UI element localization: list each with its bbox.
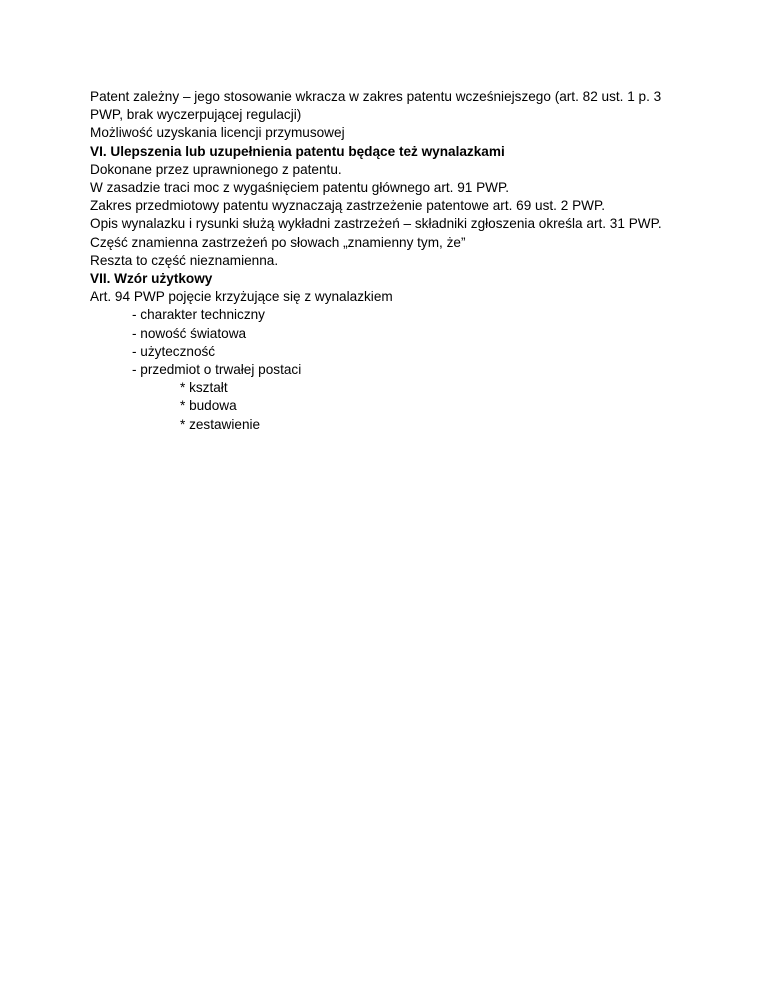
text-line: PWP, brak wyczerpującej regulacji) — [90, 107, 302, 123]
document-body — [90, 88, 690, 434]
list-item: - charakter techniczny — [132, 307, 265, 323]
text-line: Część znamienna zastrzeżeń po słowach „znamienny tym, że” — [90, 234, 466, 250]
sub-list-item: * zestawienie — [180, 416, 261, 432]
section-heading-vii: VII. Wzór użytkowy — [90, 271, 213, 287]
text-line: Możliwość uzyskania licencji przymusowej — [90, 125, 345, 141]
text-line: Dokonane przez uprawnionego z patentu. — [90, 161, 342, 177]
text-line: Zakres przedmiotowy patentu wyznaczają zastrzeżenie patentowe art. 69 ust. 2 PWP. — [90, 198, 606, 214]
list-item: - nowość światowa — [132, 325, 247, 341]
sub-list-item: * kształt — [180, 380, 228, 396]
list-item: - użyteczność — [132, 343, 216, 359]
sub-list-item: * budowa — [180, 398, 237, 414]
text-line: Reszta to część nieznamienna. — [90, 252, 279, 268]
list-item: - przedmiot o trwałej postaci — [132, 362, 302, 378]
section-heading-vi: VI. Ulepszenia lub uzupełnienia patentu będące też wynalazkami — [90, 143, 505, 159]
text-line: Patent zależny – jego stosowanie wkracza w zakres patentu wcześniejszego (art. 82 ust. 1 p. 3 — [90, 89, 662, 104]
text-line: Art. 94 PWP pojęcie krzyżujące się z wynalazkiem — [90, 289, 393, 305]
text-line: Opis wynalazku i rysunki służą wykładni zastrzeżeń – składniki zgłoszenia określa art. 31 PWP. — [90, 216, 662, 232]
text-line: W zasadzie traci moc z wygaśnięciem patentu głównego art. 91 PWP. — [90, 180, 510, 196]
